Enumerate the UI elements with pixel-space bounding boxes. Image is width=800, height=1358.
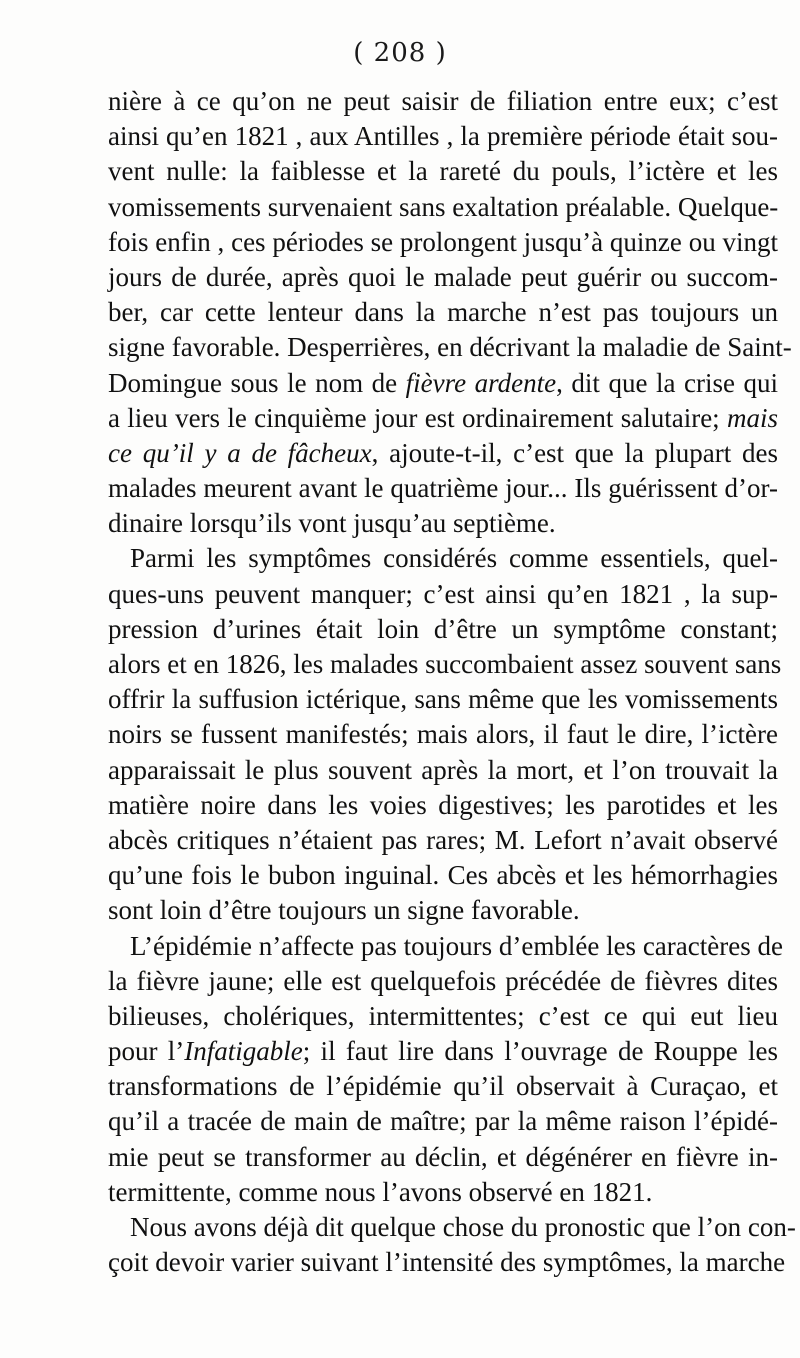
italic-quote: mais <box>726 402 778 433</box>
text-line: alors et en 1826, les malades succombaient assez souvent sans <box>108 649 782 679</box>
text-line: nière à ce qu’on ne peut saisir de filiation entre eux; c’est <box>108 86 778 116</box>
text-line: sont loin d’être toujours un signe favorable. <box>108 895 580 926</box>
text-line: çoit devoir varier suivant l’intensité des symptômes, la marche <box>108 1247 786 1278</box>
italic-title: fièvre ardente <box>405 367 557 398</box>
text-line: Nous avons déjà dit quelque chose du pronostic que l’on con- <box>130 1212 796 1242</box>
text-line: la fièvre jaune; elle est quelquefois précédée de fièvres dites <box>108 965 778 996</box>
text-line: pression d’urines était loin d’être un symptôme constant; <box>108 613 778 644</box>
text-line: pour l’Infatigable; il faut lire dans l’ouvrage de Rouppe les <box>108 1036 778 1067</box>
text-line: offrir la suffusion ictérique, sans même que les vomissements <box>108 684 778 715</box>
text-line: qu’une fois le bubon inguinal. Ces abcès et les hémorrhagies <box>108 860 778 891</box>
text-line: L’épidémie n’affecte pas toujours d’emblée les caractères de <box>130 930 783 961</box>
body-text <box>108 84 796 1280</box>
text-line: vomissements survenaient sans exaltation préalable. Quelque- <box>108 191 779 222</box>
text-line: ques-uns peuvent manquer; c’est ainsi qu’en 1821 , la sup- <box>108 578 778 609</box>
text-line: ainsi qu’en 1821 , aux Antilles , la première période était sou- <box>108 121 778 152</box>
page-number: ( 208 ) <box>353 38 447 68</box>
text-line: qu’il a tracée de main de maître; par la même raison l’épidé- <box>108 1106 778 1137</box>
text-line: transformations de l’épidémie qu’il observait à Curaçao, et <box>108 1071 778 1102</box>
text-line: vent nulle: la faiblesse et la rareté du pouls, l’ictère et les <box>108 156 778 187</box>
text-line: apparaissait le plus souvent après la mort, et l’on trouvait la <box>108 754 778 785</box>
text-line: noirs se fussent manifestés; mais alors, il faut le dire, l’ictère <box>108 719 778 750</box>
text-line: malades meurent avant le quatrième jour... Ils guérissent d’or- <box>108 473 778 504</box>
text-line: jours de durée, après quoi le malade peut guérir ou succom- <box>108 261 778 292</box>
italic-quote: ce qu’il y a de fâcheux <box>108 437 372 468</box>
text-line: ce qu’il y a de fâcheux, ajoute-t-il, c’est que la plupart des <box>108 437 778 468</box>
italic-ship-name: Infatigable <box>184 1036 303 1067</box>
text-line: Parmi les symptômes considérés comme essentiels, quel- <box>130 543 778 574</box>
text-line: Domingue sous le nom de fièvre ardente, dit que la crise qui <box>108 367 778 398</box>
text-line: a lieu vers le cinquième jour est ordinairement salutaire; mais <box>108 402 778 433</box>
text-line: termittente, comme nous l’avons observé en 1821. <box>108 1176 653 1207</box>
text-line: bilieuses, cholériques, intermittentes; c’est ce qui eut lieu <box>108 1000 778 1031</box>
text-line: ber, car cette lenteur dans la marche n’est pas toujours un <box>108 297 778 328</box>
text-line: fois enfin , ces périodes se prolongent jusqu’à quinze ou vingt <box>108 226 778 257</box>
text-line: abcès critiques n’étaient pas rares; M. Lefort n’avait observé <box>108 824 778 855</box>
text-line: mie peut se transformer au déclin, et dégénérer en fièvre in- <box>108 1141 778 1172</box>
text-line: signe favorable. Desperrières, en décrivant la maladie de Saint- <box>108 332 792 363</box>
text-line: dinaire lorsqu’ils vont jusqu’au septième. <box>108 508 556 539</box>
text-line: matière noire dans les voies digestives; les parotides et les <box>108 789 778 820</box>
